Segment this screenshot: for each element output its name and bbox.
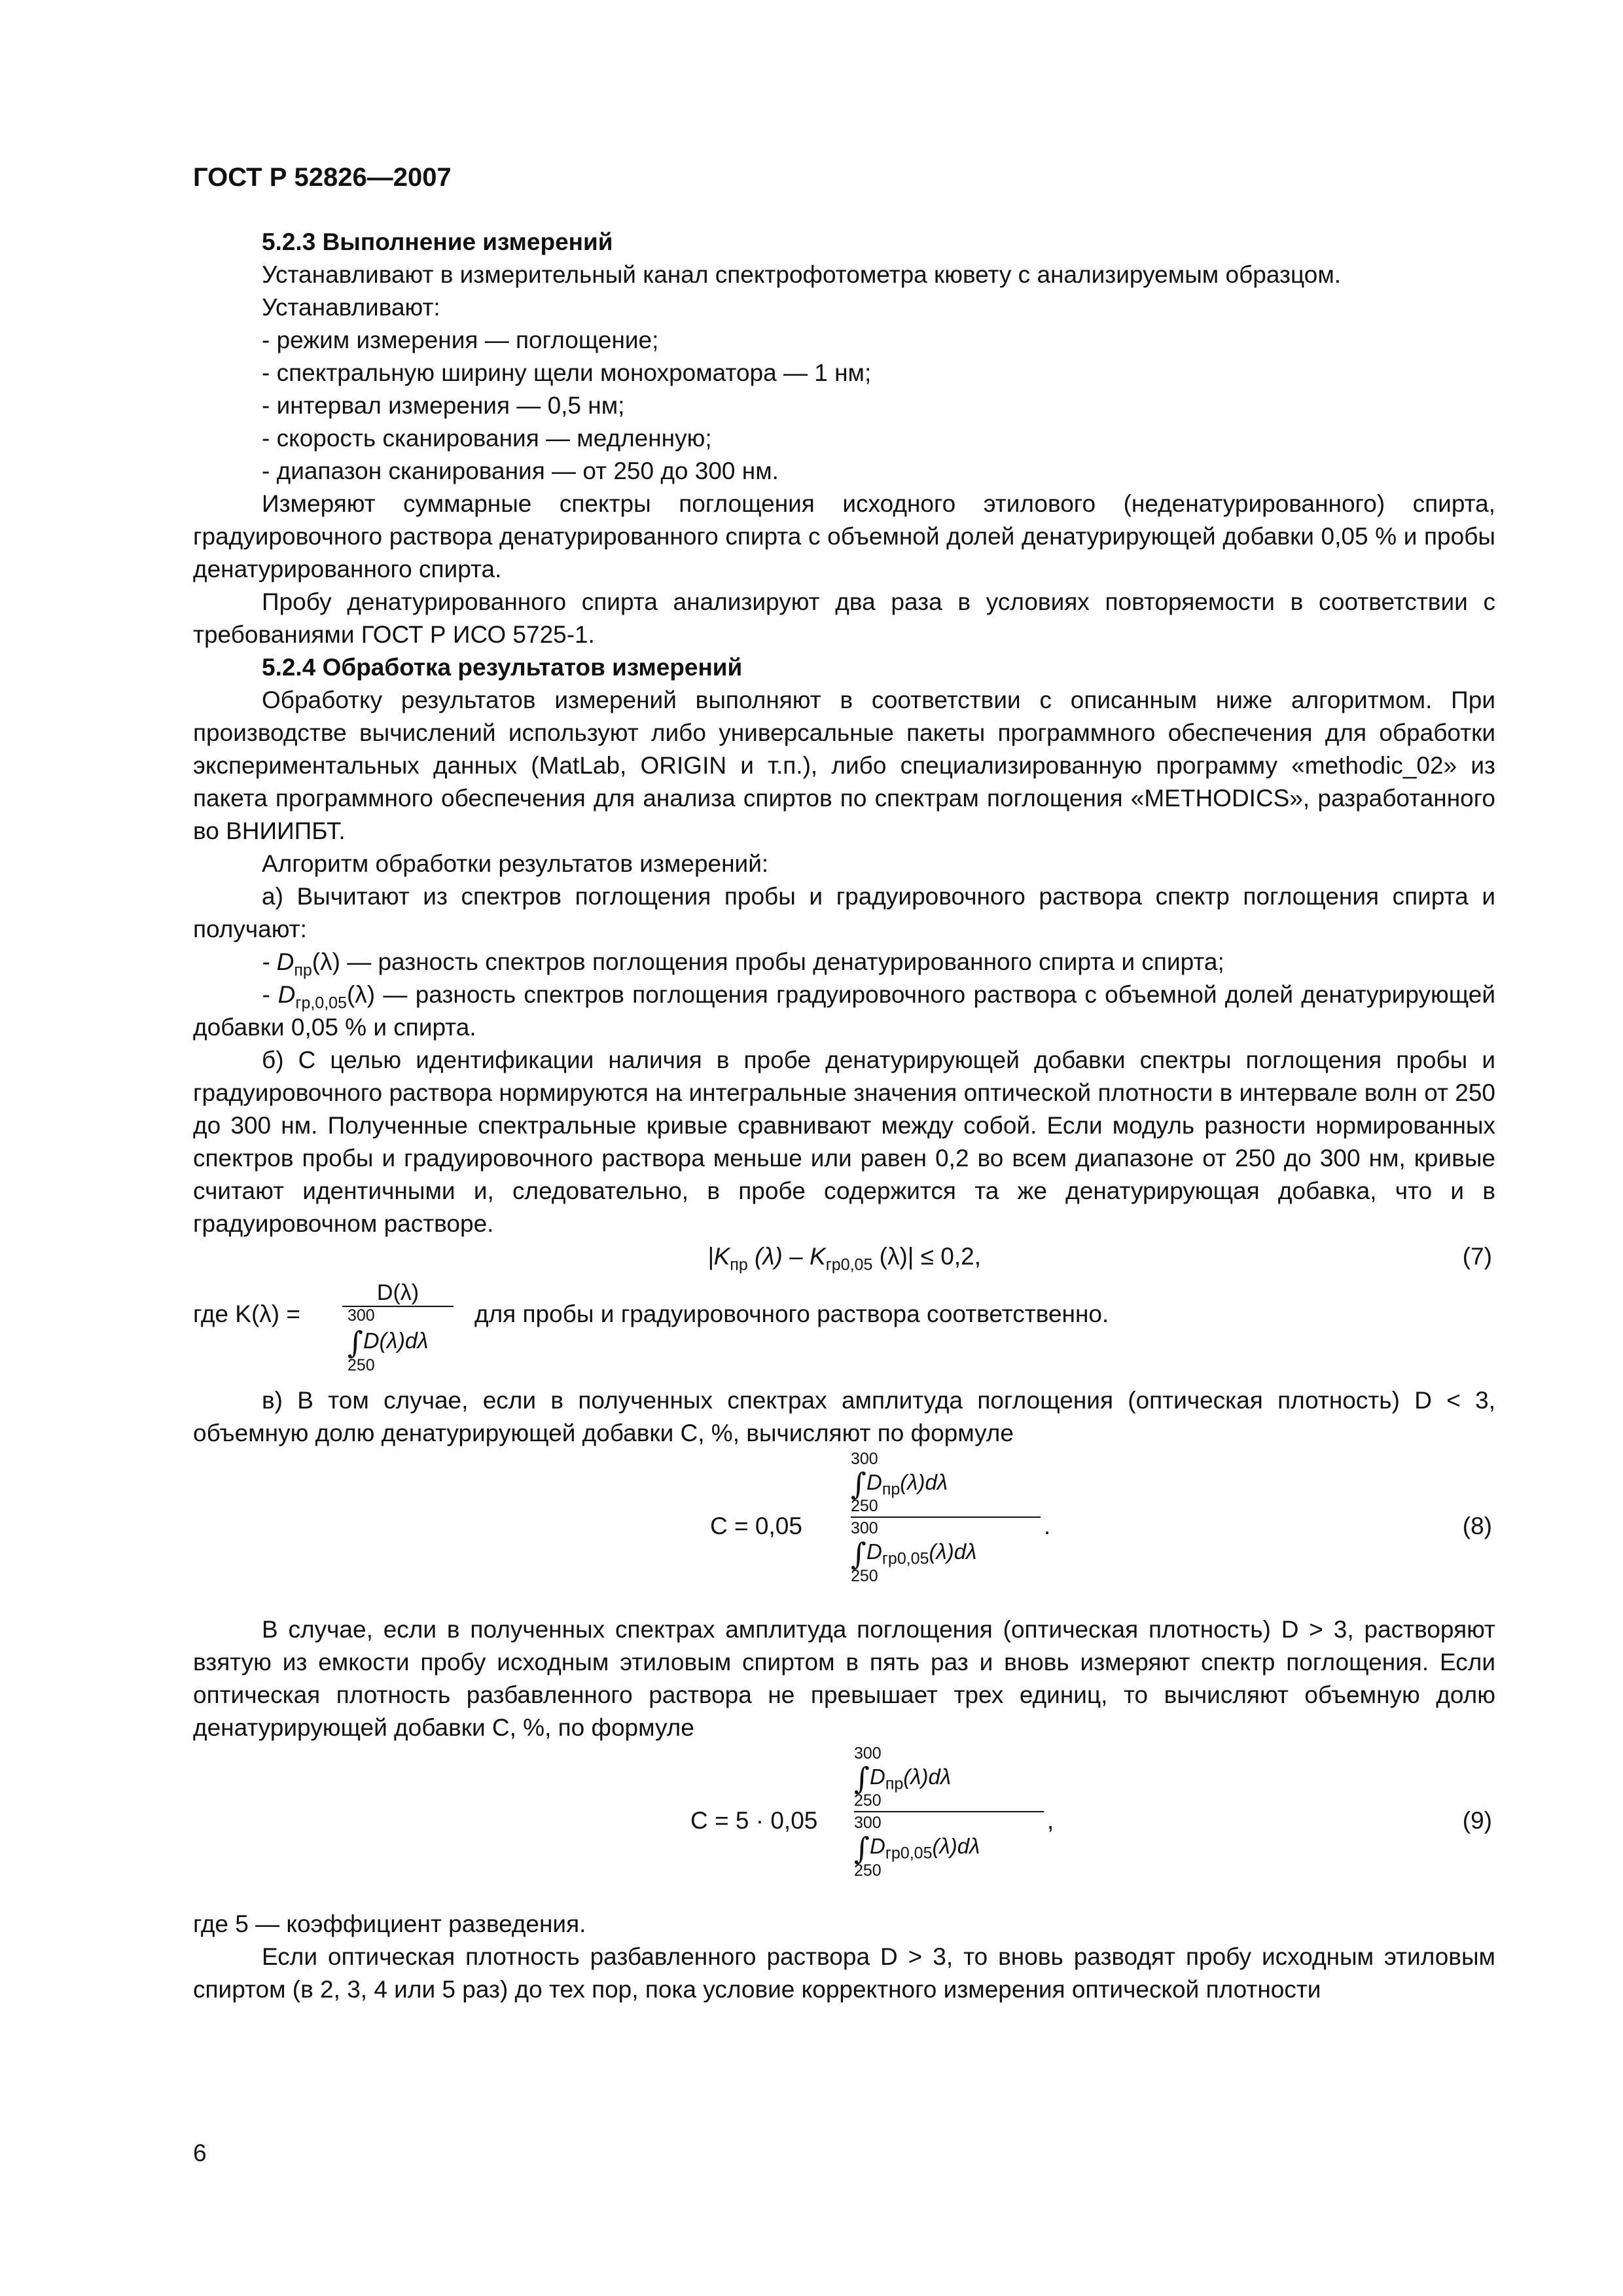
list-item: - скорость сканирования — медленную; bbox=[262, 425, 712, 452]
list-item: - интервал измерения — 0,5 нм; bbox=[262, 392, 625, 419]
paragraph: Устанавливают в измерительный канал спектрофотометра кювету с анализируемым образцом. bbox=[262, 261, 1342, 288]
equation-9-fraction: 300 $\int D_{пр}(\lambda)d\lambda$ 250 300 $\int D_{гр0,05}(\lambda)d\lambda$ 250 bbox=[854, 1744, 1044, 1880]
equation-8-fraction: 300 $\int D_{пр}(\lambda)d\lambda$ 250 300 $\int D_{гр0,05}(\lambda)d\lambda$ 250 bbox=[851, 1450, 1041, 1585]
document-header: ГОСТ Р 52826—2007 bbox=[193, 163, 452, 192]
list-item: - диапазон сканирования — от 250 до 300 нм. bbox=[262, 457, 779, 484]
k-fraction-numerator: D(λ) bbox=[376, 1280, 419, 1305]
integral-lower-limit: 250 bbox=[851, 1497, 878, 1516]
integral-sign-icon: ∫ bbox=[348, 1325, 363, 1361]
equation-9-number: (9) bbox=[1462, 1807, 1492, 1834]
integral-lower-limit: 250 bbox=[854, 1861, 882, 1880]
k-fraction-denominator: D(λ)dλ bbox=[363, 1329, 429, 1354]
fraction-bar bbox=[854, 1811, 1044, 1812]
equation-7-body: $|K_{пр}$ $(\lambda) - K_{гр0,05}$ (λ)| ≤ 0,2, bbox=[707, 1243, 981, 1274]
paragraph: где 5 — коэффициент разведения. bbox=[193, 1910, 586, 1937]
integral-upper-limit: 300 bbox=[851, 1450, 878, 1468]
k-definition-text: для пробы и градуировочного раствора соответственно. bbox=[474, 1300, 1109, 1327]
section-5-2-4-title: 5.2.4 Обработка результатов измерений bbox=[262, 654, 743, 681]
paragraph-item-b: б) С целью идентификации наличия в пробе денатурирующей добавки спектры поглощения пробы и градуировочного раствора нормируются на интегральные значения оптической плотности в интервале волн от 250 до 300 нм. Полученные спектральные кривые сравнивают между собой. Если модуль разности нормированных спектров пробы и градуировочного раствора меньше или равен 0,2 во всем диапазоне от 250 до 300 нм, кривые считают идентичными и, следовательно, в пробе содержится та же денатурирующая добавка, что и в градуировочном растворе. bbox=[193, 1047, 1495, 1237]
paragraph: Алгоритм обработки результатов измерений: bbox=[262, 850, 769, 877]
integral-sign-icon: ∫ bbox=[851, 1535, 866, 1571]
fraction-bar bbox=[851, 1516, 1041, 1518]
paragraph: Пробу денатурированного спирта анализируют два раза в условиях повторяемости в соответствии с требованиями ГОСТ Р ИСО 5725-1. bbox=[193, 588, 1495, 648]
document-body bbox=[193, 226, 1495, 2006]
integral-upper-limit: 300 bbox=[348, 1306, 375, 1325]
equation-8-number: (8) bbox=[1462, 1513, 1492, 1539]
integral-lower-limit: 250 bbox=[851, 1566, 878, 1585]
integral-upper-limit: 300 bbox=[851, 1519, 878, 1538]
paragraph: В случае, если в полученных спектрах амплитуда поглощения (оптическая плотность) D > 3, растворяют взятую из емкости пробу исходным этиловым спиртом в пять раз и вновь измеряют спектр поглощения. Если оптическая плотность разбавленного раствора не превышает трех единиц, то вычисляют объемную долю денатурирующей добавки C, %, по формуле bbox=[193, 1616, 1495, 1741]
equation-9-lhs: C = 5 · 0,05 bbox=[690, 1807, 818, 1834]
list-item: - спектральную ширину щели монохроматора — 1 нм; bbox=[262, 359, 872, 386]
section-5-2-3-title: 5.2.3 Выполнение измерений bbox=[262, 228, 613, 255]
integral-upper-limit: 300 bbox=[854, 1744, 882, 1763]
equation-9-end: , bbox=[1047, 1807, 1054, 1834]
paragraph: Устанавливают: bbox=[262, 294, 440, 321]
paragraph: Обработку результатов измерений выполняют в соответствии с описанным ниже алгоритмом. При производстве вычислений используют либо универсальные пакеты программного обеспечения для обработки экспериментальных данных (MatLab, ORIGIN и т.п.), либо специализированную программу «methodic_02» из пакета программного обеспечения для анализа спиртов по спектрам поглощения «METHODICS», разработанного во ВНИИПБТ. bbox=[193, 687, 1495, 844]
integral-sign-icon: ∫ bbox=[851, 1466, 866, 1502]
integral-lower-limit: 250 bbox=[348, 1356, 375, 1374]
definition-d-gr: - $D_{гр,0,05}(\lambda)$ — разность спектров поглощения градуировочного раствора с объемной долей денатурирующей добавки 0,05 % и спирта. bbox=[193, 981, 1496, 1041]
paragraph-item-v: в) В том случае, если в полученных спектрах амплитуда поглощения (оптическая плотность) D < 3, объемную долю денатурирующей добавки C, %, вычисляют по формуле bbox=[193, 1387, 1495, 1446]
equation-8-end: . bbox=[1044, 1513, 1051, 1539]
integral-sign-icon: ∫ bbox=[854, 1830, 870, 1866]
page-number: 6 bbox=[193, 2140, 207, 2166]
paragraph: Измеряют суммарные спектры поглощения исходного этилового (неденатурированного) спирта, градуировочного раствора денатурированного спирта с объемной долей денатурирующей добавки 0,05 % и пробы денатурированного спирта. bbox=[193, 490, 1495, 583]
equation-9 bbox=[193, 1744, 1495, 1908]
k-definition-fraction bbox=[342, 1280, 454, 1374]
equation-8-lhs: C = 0,05 bbox=[710, 1513, 802, 1539]
integral-upper-limit: 300 bbox=[854, 1814, 882, 1833]
paragraph: Если оптическая плотность разбавленного раствора D > 3, то вновь разводят пробу исходным этиловым спиртом (в 2, 3, 4 или 5 раз) до тех пор, пока условие корректного измерения оптической плотности bbox=[193, 1943, 1495, 2003]
paragraph-item-a: а) Вычитают из спектров поглощения пробы и градуировочного раствора спектр поглощения спирта и получают: bbox=[193, 883, 1495, 942]
equation-7-number: (7) bbox=[1462, 1243, 1492, 1270]
k-definition bbox=[193, 1280, 1495, 1384]
k-definition-label: где K(λ) = bbox=[193, 1300, 300, 1327]
equation-7 bbox=[193, 1240, 1495, 1280]
integral-sign-icon: ∫ bbox=[854, 1761, 870, 1797]
equation-8 bbox=[193, 1450, 1495, 1613]
definition-d-pr: - $D_{пр}(\lambda)$ — разность спектров поглощения пробы денатурированного спирта и спирта; bbox=[262, 948, 1224, 980]
list-item: - режим измерения — поглощение; bbox=[262, 327, 659, 353]
integral-lower-limit: 250 bbox=[854, 1791, 882, 1810]
